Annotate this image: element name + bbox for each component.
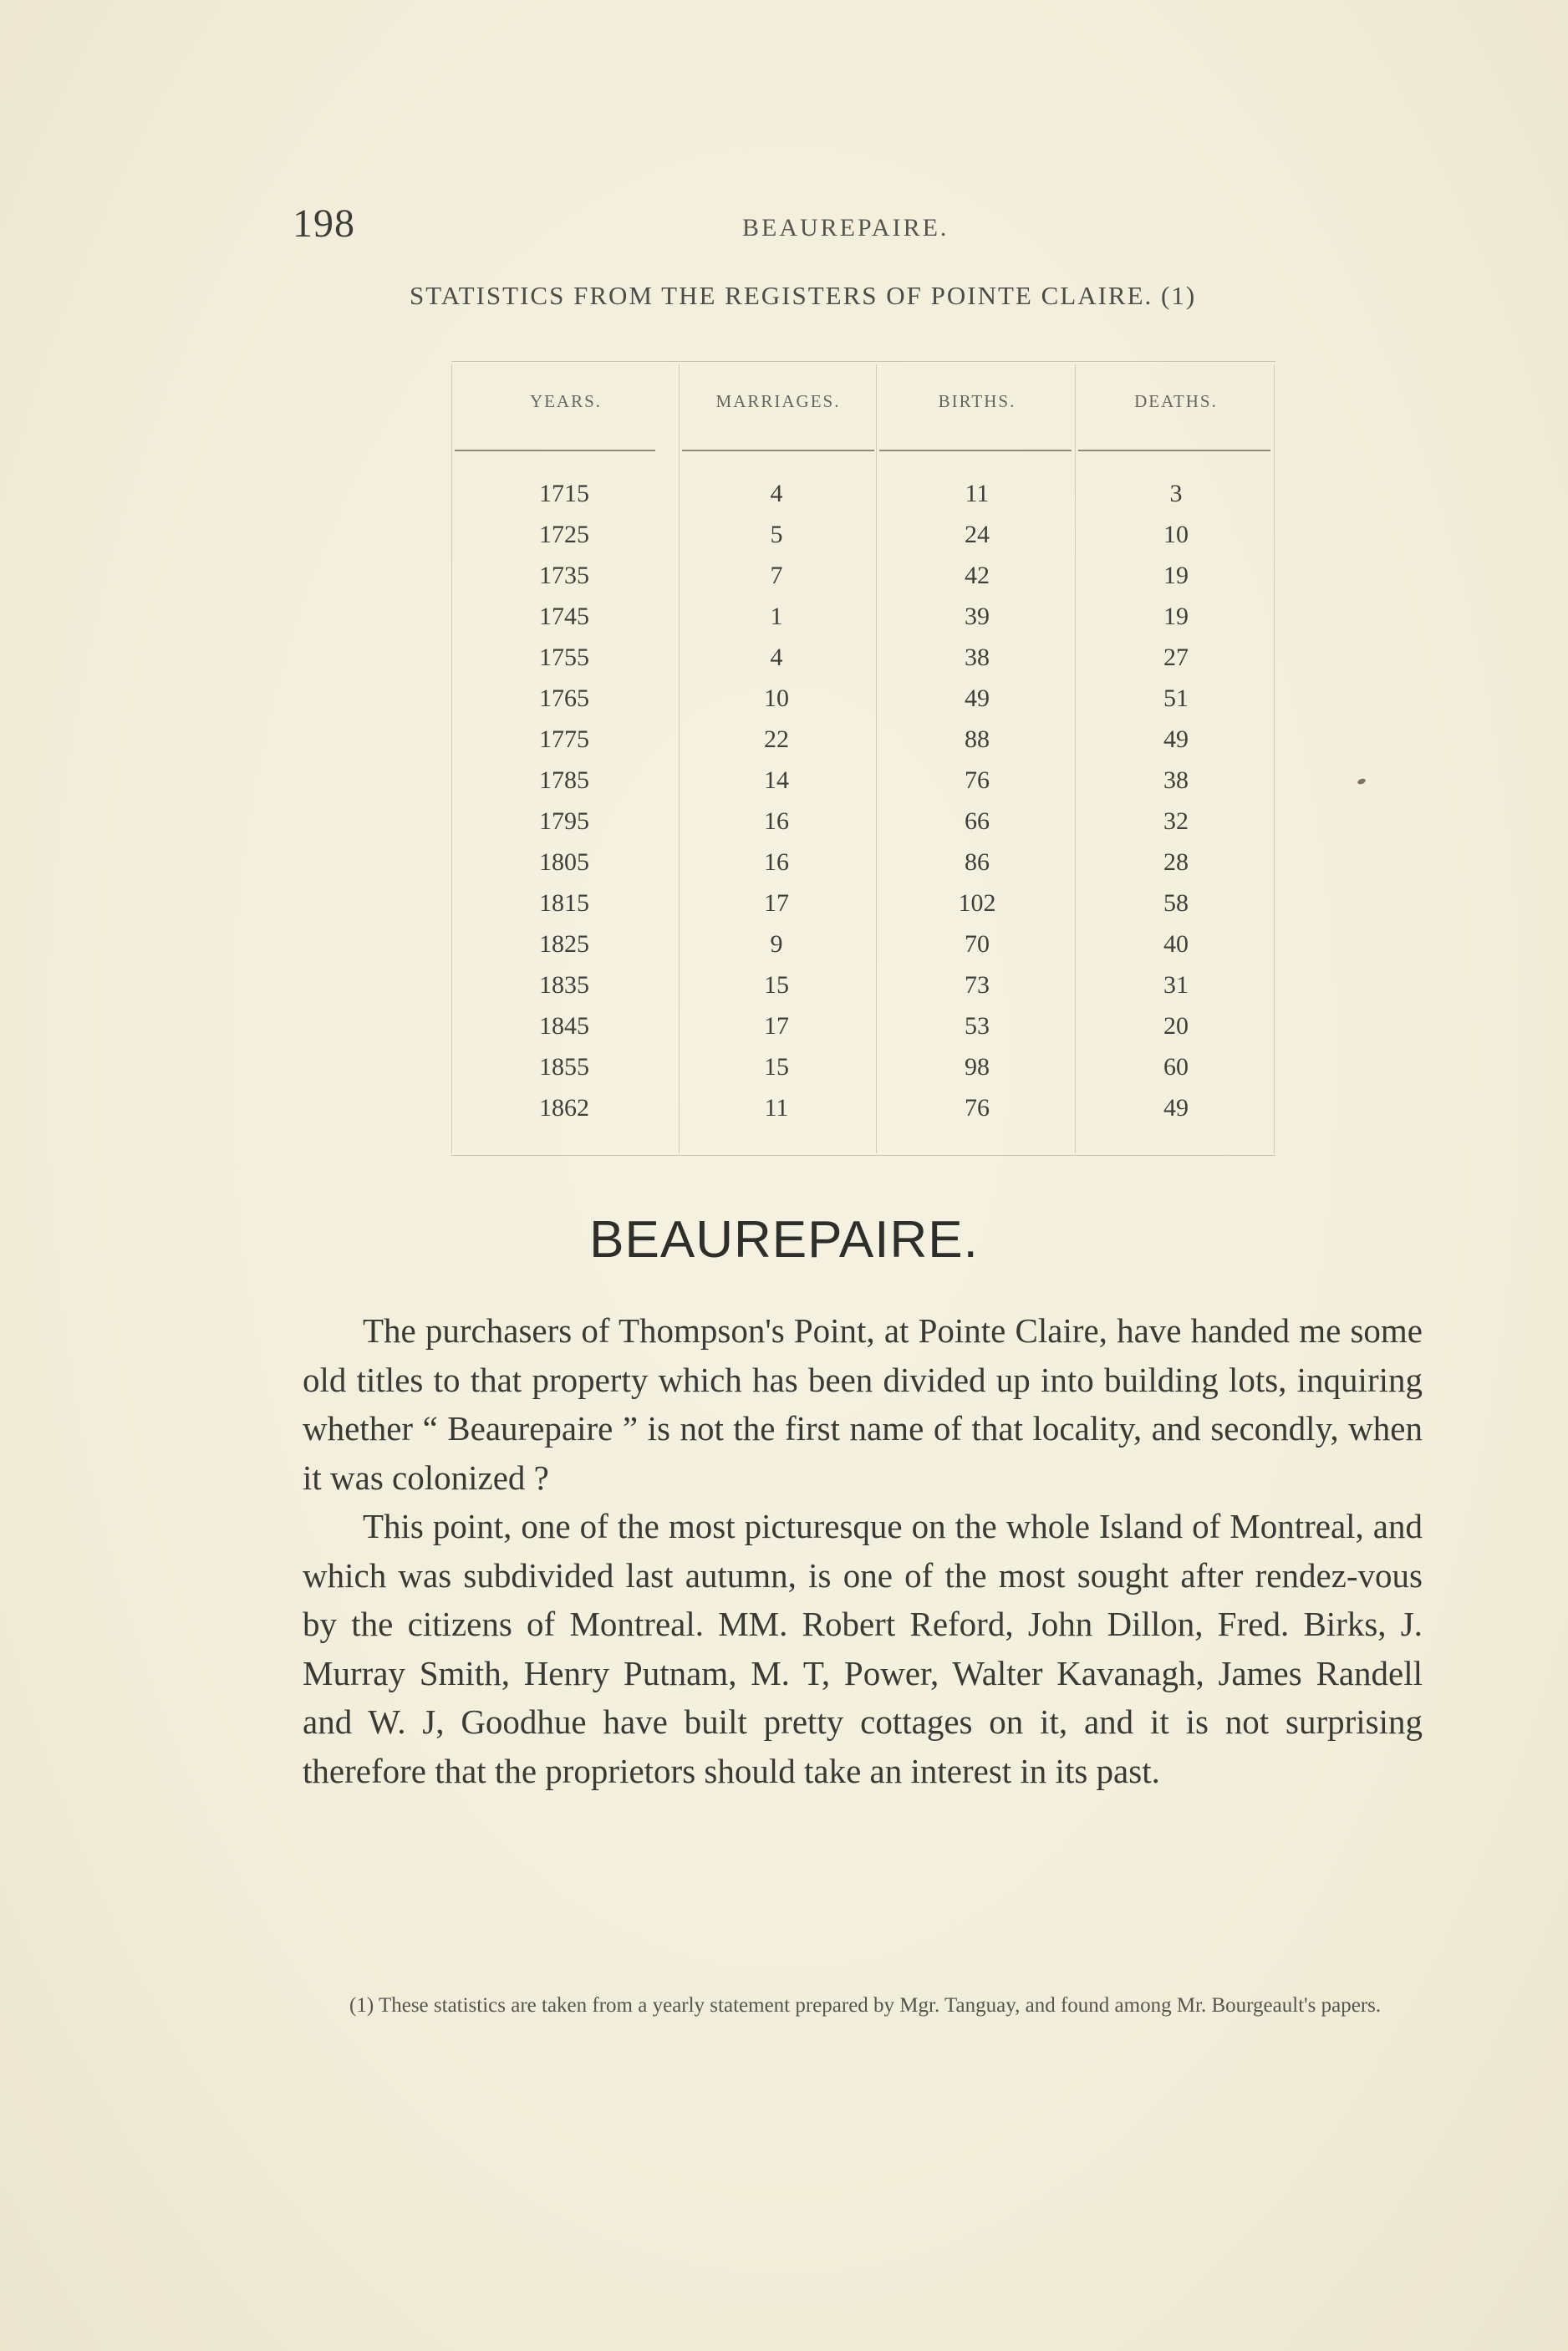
cell-years: 1845 <box>539 1012 589 1040</box>
table-row <box>451 801 1275 842</box>
cell-marriages: 16 <box>764 848 789 876</box>
footnote-text: (1) These statistics are taken from a yearly statement prepared by Mgr. Tanguay, and found among Mr. Bourgeault's papers. <box>349 1994 1382 2017</box>
table-row <box>451 1046 1275 1087</box>
footnote <box>303 1989 1423 2023</box>
column-header-marriages: MARRIAGES. <box>715 391 841 411</box>
statistics-table <box>451 361 1275 1157</box>
cell-years: 1862 <box>539 1094 589 1122</box>
table-row <box>451 719 1275 760</box>
cell-years: 1765 <box>539 684 589 712</box>
table-title: STATISTICS FROM THE REGISTERS OF POINTE CLAIRE. (1) <box>410 281 1197 310</box>
cell-years: 1715 <box>539 480 589 507</box>
cell-deaths: 58 <box>1163 889 1189 917</box>
cell-marriages: 17 <box>764 889 789 917</box>
cell-births: 53 <box>965 1012 990 1040</box>
column-header-births: BIRTHS. <box>938 391 1016 411</box>
cell-marriages: 1 <box>770 603 783 630</box>
cell-marriages: 7 <box>770 562 783 589</box>
cell-births: 98 <box>965 1053 990 1081</box>
cell-deaths: 28 <box>1163 848 1189 876</box>
cell-marriages: 5 <box>770 521 783 548</box>
cell-births: 70 <box>965 930 990 958</box>
table-row <box>451 924 1275 964</box>
cell-years: 1825 <box>539 930 589 958</box>
page-number: 198 <box>293 201 355 246</box>
table-row <box>451 637 1275 678</box>
body-text <box>303 1306 1423 1795</box>
cell-births: 49 <box>965 684 990 712</box>
cell-births: 88 <box>965 725 990 753</box>
cell-births: 102 <box>958 889 996 917</box>
table-bottom-rule <box>451 1155 1275 1156</box>
cell-marriages: 9 <box>770 930 783 958</box>
cell-births: 42 <box>965 562 990 589</box>
cell-deaths: 20 <box>1163 1012 1189 1040</box>
cell-years: 1815 <box>539 889 589 917</box>
cell-deaths: 19 <box>1163 603 1189 630</box>
cell-births: 11 <box>965 480 990 507</box>
cell-births: 66 <box>965 807 990 835</box>
table-row <box>451 883 1275 924</box>
cell-births: 73 <box>965 971 990 999</box>
paragraph: This point, one of the most picturesque on the whole Island of Montreal, and which was subdivided last autumn, is one of the most sought after rendez-vous by the citizens of Montreal. MM. Robert Reford, John Dillon, Fred. Birks, J. Murray Smith, Henry Putnam, M. T, Power, Walter Kavanagh, James Randell and W. J, Goodhue have built pretty cottages on it, and it is not surprising therefore that the proprietors should take an interest in its past. <box>303 1507 1423 1790</box>
column-header-deaths: DEATHS. <box>1134 391 1218 411</box>
cell-years: 1755 <box>539 644 589 671</box>
table-body <box>451 473 1275 1128</box>
header-rule <box>455 450 655 451</box>
cell-deaths: 27 <box>1163 644 1189 671</box>
section-heading: BEAUREPAIRE. <box>589 1211 979 1269</box>
cell-marriages: 4 <box>770 644 783 671</box>
cell-deaths: 31 <box>1163 971 1189 999</box>
cell-births: 38 <box>965 644 990 671</box>
cell-years: 1805 <box>539 848 589 876</box>
table-row <box>451 842 1275 883</box>
cell-years: 1745 <box>539 603 589 630</box>
cell-births: 39 <box>965 603 990 630</box>
cell-marriages: 11 <box>764 1094 789 1122</box>
cell-deaths: 60 <box>1163 1053 1189 1081</box>
table-row <box>451 473 1275 514</box>
cell-years: 1855 <box>539 1053 589 1081</box>
cell-years: 1785 <box>539 766 589 794</box>
column-header-years: YEARS. <box>529 391 603 411</box>
cell-births: 76 <box>965 1094 990 1122</box>
cell-births: 24 <box>965 521 990 548</box>
cell-deaths: 51 <box>1163 684 1189 712</box>
header-rule <box>879 450 1072 451</box>
cell-years: 1725 <box>539 521 589 548</box>
cell-deaths: 49 <box>1163 1094 1189 1122</box>
paragraph: The purchasers of Thompson's Point, at Pointe Claire, have handed me some old titles to that property which has been divided up into building lots, inquiring whether “ Beaurepaire ” is not the first name of that locality, and secondly, when it was colonized ? <box>303 1311 1423 1497</box>
table-row <box>451 514 1275 555</box>
header-rule <box>1078 450 1270 451</box>
ink-speck <box>1357 777 1366 785</box>
cell-years: 1775 <box>539 725 589 753</box>
cell-marriages: 14 <box>764 766 789 794</box>
cell-deaths: 10 <box>1163 521 1189 548</box>
cell-years: 1835 <box>539 971 589 999</box>
cell-deaths: 32 <box>1163 807 1189 835</box>
running-head: BEAUREPAIRE. <box>742 214 949 242</box>
cell-marriages: 22 <box>764 725 789 753</box>
table-top-rule <box>451 361 1275 362</box>
table-row <box>451 1087 1275 1128</box>
cell-years: 1735 <box>539 562 589 589</box>
header-rule <box>682 450 874 451</box>
table-row <box>451 555 1275 596</box>
cell-marriages: 15 <box>764 971 789 999</box>
cell-marriages: 15 <box>764 1053 789 1081</box>
cell-deaths: 40 <box>1163 930 1189 958</box>
cell-marriages: 16 <box>764 807 789 835</box>
cell-deaths: 3 <box>1169 480 1183 507</box>
cell-births: 76 <box>965 766 990 794</box>
cell-births: 86 <box>965 848 990 876</box>
table-row <box>451 678 1275 719</box>
table-row <box>451 964 1275 1005</box>
cell-marriages: 4 <box>770 480 783 507</box>
table-row <box>451 596 1275 637</box>
cell-deaths: 38 <box>1163 766 1189 794</box>
cell-years: 1795 <box>539 807 589 835</box>
cell-deaths: 19 <box>1163 562 1189 589</box>
cell-marriages: 10 <box>764 684 789 712</box>
cell-deaths: 49 <box>1163 725 1189 753</box>
table-row <box>451 760 1275 801</box>
cell-marriages: 17 <box>764 1012 789 1040</box>
table-row <box>451 1005 1275 1046</box>
